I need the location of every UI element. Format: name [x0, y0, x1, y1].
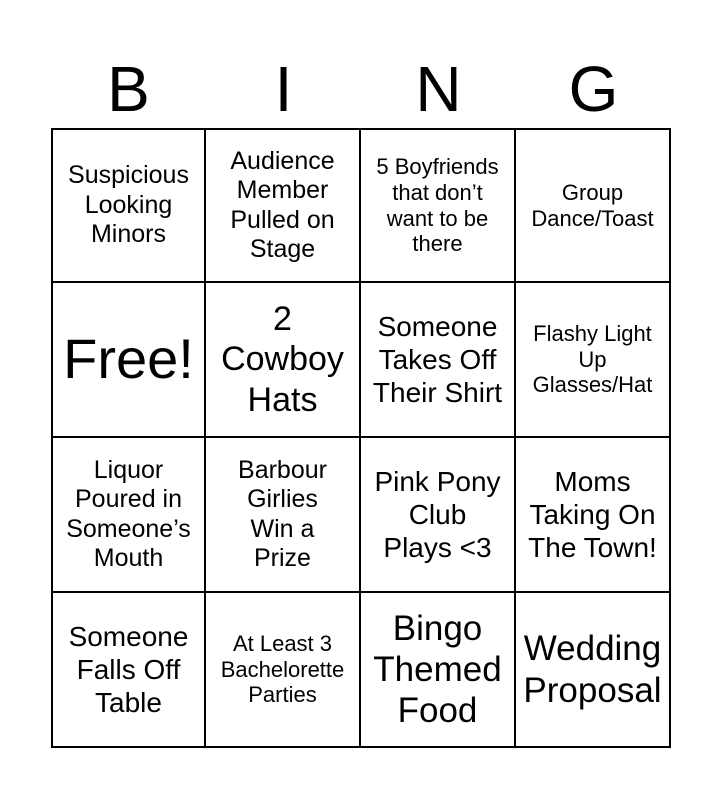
bingo-cell[interactable]	[51, 128, 206, 283]
bingo-cell-text: Flashy Light Up Glasses/Hat	[532, 320, 653, 398]
bingo-grid	[51, 128, 671, 748]
bingo-header	[51, 50, 671, 128]
bingo-cell-text: Suspicious Looking Minors	[68, 161, 189, 249]
bingo-cell-text: 5 Boyfriends that don’t want to be there	[376, 153, 499, 257]
bingo-cell[interactable]	[206, 128, 361, 283]
bingo-cell[interactable]	[361, 593, 516, 748]
header-letter-i: I	[274, 53, 293, 125]
bingo-cell-text: Someone Falls Off Table	[68, 620, 189, 719]
bingo-cell-text: At Least 3 Bachelorette Parties	[220, 630, 345, 708]
header-letter-g: G	[568, 53, 619, 125]
bingo-cell[interactable]	[516, 438, 671, 593]
bingo-cell[interactable]	[51, 593, 206, 748]
bingo-cell-text: Bingo Themed Food	[373, 608, 502, 731]
bingo-cell[interactable]	[51, 438, 206, 593]
bingo-cell-text: Wedding Proposal	[523, 629, 662, 710]
bingo-cell-text: Barbour Girlies Win a Prize	[238, 455, 327, 572]
bingo-cell[interactable]	[206, 438, 361, 593]
bingo-cell-text: Someone Takes Off Their Shirt	[372, 310, 503, 409]
bingo-cell[interactable]	[206, 283, 361, 438]
bingo-cell-text: Group Dance/Toast	[531, 179, 654, 231]
bingo-cell[interactable]	[361, 128, 516, 283]
bingo-cell-text: Free!	[63, 327, 194, 391]
header-letter-b: B	[107, 53, 150, 125]
bingo-cell[interactable]	[516, 283, 671, 438]
bingo-cell-text: Moms Taking On The Town!	[528, 465, 657, 564]
bingo-cell-text: Audience Member Pulled on Stage	[230, 146, 335, 263]
header-letter-n: N	[415, 53, 462, 125]
bingo-cell[interactable]	[361, 438, 516, 593]
bingo-cell-text: Liquor Poured in Someone’s Mouth	[66, 455, 191, 572]
bingo-cell[interactable]	[516, 128, 671, 283]
bingo-cell[interactable]	[361, 283, 516, 438]
bingo-cell-text: Pink Pony Club Plays <3	[374, 465, 501, 564]
bingo-cell-free[interactable]	[51, 283, 206, 438]
bingo-cell[interactable]	[206, 593, 361, 748]
bingo-cell-text: 2 Cowboy Hats	[221, 300, 344, 419]
bingo-cell[interactable]	[516, 593, 671, 748]
